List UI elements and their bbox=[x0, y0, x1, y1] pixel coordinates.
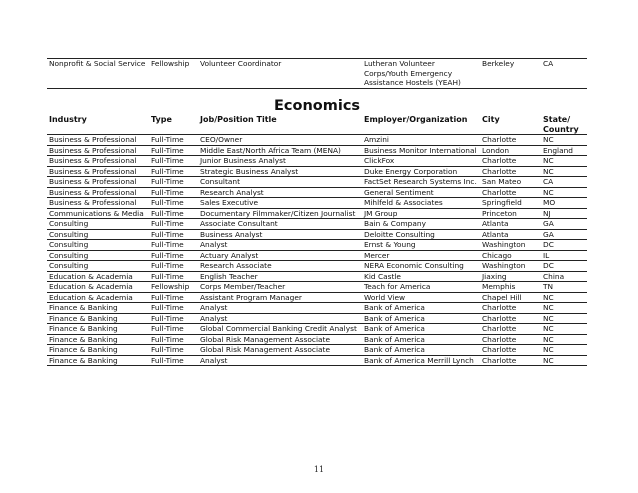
industry-cell: Business & Professional bbox=[47, 135, 149, 146]
position-cell: Middle East/North Africa Team (MENA) bbox=[198, 145, 362, 156]
type-cell: Full-Time bbox=[149, 292, 198, 303]
position-cell: Volunteer Coordinator bbox=[198, 59, 362, 89]
city-cell: Charlotte bbox=[480, 355, 541, 366]
industry-cell: Education & Academia bbox=[47, 292, 149, 303]
state-cell: NC bbox=[541, 303, 587, 314]
state-cell: NC bbox=[541, 135, 587, 146]
position-cell: Global Commercial Banking Credit Analyst bbox=[198, 324, 362, 335]
position-header: Job/Position Title bbox=[198, 115, 362, 135]
employer-cell: Mercer bbox=[362, 250, 480, 261]
industry-cell: Business & Professional bbox=[47, 166, 149, 177]
type-cell: Full-Time bbox=[149, 261, 198, 272]
position-cell: Analyst bbox=[198, 313, 362, 324]
industry-cell: Finance & Banking bbox=[47, 345, 149, 356]
employer-cell: NERA Economic Consulting bbox=[362, 261, 480, 272]
type-cell: Full-Time bbox=[149, 355, 198, 366]
table-row bbox=[47, 219, 587, 230]
type-cell: Full-Time bbox=[149, 229, 198, 240]
table-row bbox=[47, 261, 587, 272]
table-row bbox=[47, 59, 587, 89]
type-cell: Full-Time bbox=[149, 198, 198, 209]
state-cell: CA bbox=[541, 59, 587, 89]
position-cell: Strategic Business Analyst bbox=[198, 166, 362, 177]
position-cell: Global Risk Management Associate bbox=[198, 345, 362, 356]
type-cell: Full-Time bbox=[149, 324, 198, 335]
city-cell: Washington bbox=[480, 240, 541, 251]
position-cell: Sales Executive bbox=[198, 198, 362, 209]
state-cell: NJ bbox=[541, 208, 587, 219]
city-cell: Princeton bbox=[480, 208, 541, 219]
city-cell: Atlanta bbox=[480, 219, 541, 230]
city-cell: Charlotte bbox=[480, 187, 541, 198]
table-row bbox=[47, 229, 587, 240]
table-row bbox=[47, 198, 587, 209]
table-row bbox=[47, 166, 587, 177]
table-header-row bbox=[47, 115, 587, 135]
state-cell: China bbox=[541, 271, 587, 282]
city-cell: Chicago bbox=[480, 250, 541, 261]
type-cell: Full-Time bbox=[149, 240, 198, 251]
position-cell: Research Associate bbox=[198, 261, 362, 272]
table-row bbox=[47, 313, 587, 324]
state-cell: GA bbox=[541, 229, 587, 240]
position-cell: Analyst bbox=[198, 355, 362, 366]
type-cell: Full-Time bbox=[149, 145, 198, 156]
industry-cell: Consulting bbox=[47, 229, 149, 240]
industry-cell: Business & Professional bbox=[47, 187, 149, 198]
table-row bbox=[47, 324, 587, 335]
industry-cell: Communications & Media bbox=[47, 208, 149, 219]
industry-cell: Business & Professional bbox=[47, 198, 149, 209]
type-cell: Full-Time bbox=[149, 177, 198, 188]
position-cell: Assistant Program Manager bbox=[198, 292, 362, 303]
state-cell: DC bbox=[541, 240, 587, 251]
employer-cell: Business Monitor International bbox=[362, 145, 480, 156]
employer-cell: Bain & Company bbox=[362, 219, 480, 230]
city-cell: Charlotte bbox=[480, 156, 541, 167]
employer-cell: Bank of America bbox=[362, 303, 480, 314]
position-cell: Consultant bbox=[198, 177, 362, 188]
employer-cell: Duke Energy Corporation bbox=[362, 166, 480, 177]
state-cell: England bbox=[541, 145, 587, 156]
employer-cell: Deloitte Consulting bbox=[362, 229, 480, 240]
type-header: Type bbox=[149, 115, 198, 135]
table-body bbox=[47, 135, 587, 366]
table-row bbox=[47, 240, 587, 251]
city-cell: Atlanta bbox=[480, 229, 541, 240]
industry-cell: Business & Professional bbox=[47, 177, 149, 188]
position-cell: Business Analyst bbox=[198, 229, 362, 240]
state-cell: CA bbox=[541, 177, 587, 188]
city-cell: Charlotte bbox=[480, 303, 541, 314]
state-header: State/ Country bbox=[541, 115, 587, 135]
city-cell: Charlotte bbox=[480, 135, 541, 146]
table-row bbox=[47, 303, 587, 314]
industry-cell: Business & Professional bbox=[47, 145, 149, 156]
industry-cell: Consulting bbox=[47, 250, 149, 261]
city-header: City bbox=[480, 115, 541, 135]
industry-cell: Nonprofit & Social Service bbox=[47, 59, 149, 89]
employer-cell: Bank of America bbox=[362, 334, 480, 345]
position-cell: Actuary Analyst bbox=[198, 250, 362, 261]
employer-cell: Bank of America bbox=[362, 345, 480, 356]
position-cell: English Teacher bbox=[198, 271, 362, 282]
position-cell: Research Analyst bbox=[198, 187, 362, 198]
type-cell: Full-Time bbox=[149, 208, 198, 219]
position-cell: Documentary Filmmaker/Citizen Journalist bbox=[198, 208, 362, 219]
type-cell: Full-Time bbox=[149, 166, 198, 177]
city-cell: Memphis bbox=[480, 282, 541, 293]
page-number: 11 bbox=[313, 465, 325, 474]
industry-cell: Finance & Banking bbox=[47, 303, 149, 314]
employer-cell: JM Group bbox=[362, 208, 480, 219]
city-cell: Charlotte bbox=[480, 166, 541, 177]
type-cell: Full-Time bbox=[149, 334, 198, 345]
table-row bbox=[47, 156, 587, 167]
employer-cell: FactSet Research Systems Inc. bbox=[362, 177, 480, 188]
state-cell: NC bbox=[541, 292, 587, 303]
section-title: Economics bbox=[274, 98, 361, 114]
state-cell: NC bbox=[541, 355, 587, 366]
type-cell: Full-Time bbox=[149, 135, 198, 146]
employer-cell: General Sentiment bbox=[362, 187, 480, 198]
employer-header: Employer/Organization bbox=[362, 115, 480, 135]
employer-cell: ClickFox bbox=[362, 156, 480, 167]
state-cell: NC bbox=[541, 313, 587, 324]
industry-cell: Education & Academia bbox=[47, 282, 149, 293]
industry-cell: Finance & Banking bbox=[47, 324, 149, 335]
type-cell: Fellowship bbox=[149, 59, 198, 89]
table-row bbox=[47, 271, 587, 282]
state-cell: MO bbox=[541, 198, 587, 209]
previous-section-table bbox=[47, 58, 587, 89]
state-cell: DC bbox=[541, 261, 587, 272]
position-cell: Associate Consultant bbox=[198, 219, 362, 230]
employer-cell: Amzini bbox=[362, 135, 480, 146]
industry-cell: Finance & Banking bbox=[47, 355, 149, 366]
table-row bbox=[47, 282, 587, 293]
table-row bbox=[47, 145, 587, 156]
type-cell: Full-Time bbox=[149, 313, 198, 324]
table-row bbox=[47, 345, 587, 356]
state-cell: NC bbox=[541, 334, 587, 345]
employer-cell: Lutheran Volunteer Corps/Youth Emergency Assistance Hostels (YEAH) bbox=[362, 59, 480, 89]
type-cell: Full-Time bbox=[149, 250, 198, 261]
employer-cell: Ernst & Young bbox=[362, 240, 480, 251]
employer-cell: Mihlfeld & Associates bbox=[362, 198, 480, 209]
type-cell: Fellowship bbox=[149, 282, 198, 293]
table-row bbox=[47, 250, 587, 261]
state-cell: NC bbox=[541, 324, 587, 335]
employer-cell: Bank of America Merrill Lynch bbox=[362, 355, 480, 366]
employer-cell: Bank of America bbox=[362, 313, 480, 324]
employer-cell: Teach for America bbox=[362, 282, 480, 293]
state-cell: NC bbox=[541, 156, 587, 167]
position-cell: Global Risk Management Associate bbox=[198, 334, 362, 345]
table-row bbox=[47, 208, 587, 219]
industry-cell: Education & Academia bbox=[47, 271, 149, 282]
industry-cell: Finance & Banking bbox=[47, 334, 149, 345]
state-cell: NC bbox=[541, 166, 587, 177]
industry-header: Industry bbox=[47, 115, 149, 135]
city-cell: Washington bbox=[480, 261, 541, 272]
employer-cell: Kid Castle bbox=[362, 271, 480, 282]
city-cell: Chapel Hill bbox=[480, 292, 541, 303]
position-cell: CEO/Owner bbox=[198, 135, 362, 146]
type-cell: Full-Time bbox=[149, 345, 198, 356]
position-cell: Junior Business Analyst bbox=[198, 156, 362, 167]
city-cell: Berkeley bbox=[480, 59, 541, 89]
industry-cell: Consulting bbox=[47, 240, 149, 251]
position-cell: Analyst bbox=[198, 303, 362, 314]
state-cell: GA bbox=[541, 219, 587, 230]
type-cell: Full-Time bbox=[149, 303, 198, 314]
industry-cell: Consulting bbox=[47, 261, 149, 272]
city-cell: Charlotte bbox=[480, 313, 541, 324]
state-cell: IL bbox=[541, 250, 587, 261]
type-cell: Full-Time bbox=[149, 187, 198, 198]
table-row bbox=[47, 177, 587, 188]
type-cell: Full-Time bbox=[149, 156, 198, 167]
table-row bbox=[47, 334, 587, 345]
industry-cell: Business & Professional bbox=[47, 156, 149, 167]
type-cell: Full-Time bbox=[149, 219, 198, 230]
city-cell: Charlotte bbox=[480, 324, 541, 335]
industry-cell: Consulting bbox=[47, 219, 149, 230]
position-cell: Analyst bbox=[198, 240, 362, 251]
city-cell: London bbox=[480, 145, 541, 156]
state-cell: TN bbox=[541, 282, 587, 293]
city-cell: Charlotte bbox=[480, 334, 541, 345]
type-cell: Full-Time bbox=[149, 271, 198, 282]
table-row bbox=[47, 355, 587, 366]
economics-table bbox=[47, 97, 587, 366]
city-cell: Charlotte bbox=[480, 345, 541, 356]
table-row bbox=[47, 187, 587, 198]
city-cell: Springfield bbox=[480, 198, 541, 209]
state-cell: NC bbox=[541, 345, 587, 356]
employer-cell: Bank of America bbox=[362, 324, 480, 335]
city-cell: San Mateo bbox=[480, 177, 541, 188]
industry-cell: Finance & Banking bbox=[47, 313, 149, 324]
table-row bbox=[47, 135, 587, 146]
position-cell: Corps Member/Teacher bbox=[198, 282, 362, 293]
state-cell: NC bbox=[541, 187, 587, 198]
employer-cell: World View bbox=[362, 292, 480, 303]
city-cell: Jiaxing bbox=[480, 271, 541, 282]
table-row bbox=[47, 292, 587, 303]
